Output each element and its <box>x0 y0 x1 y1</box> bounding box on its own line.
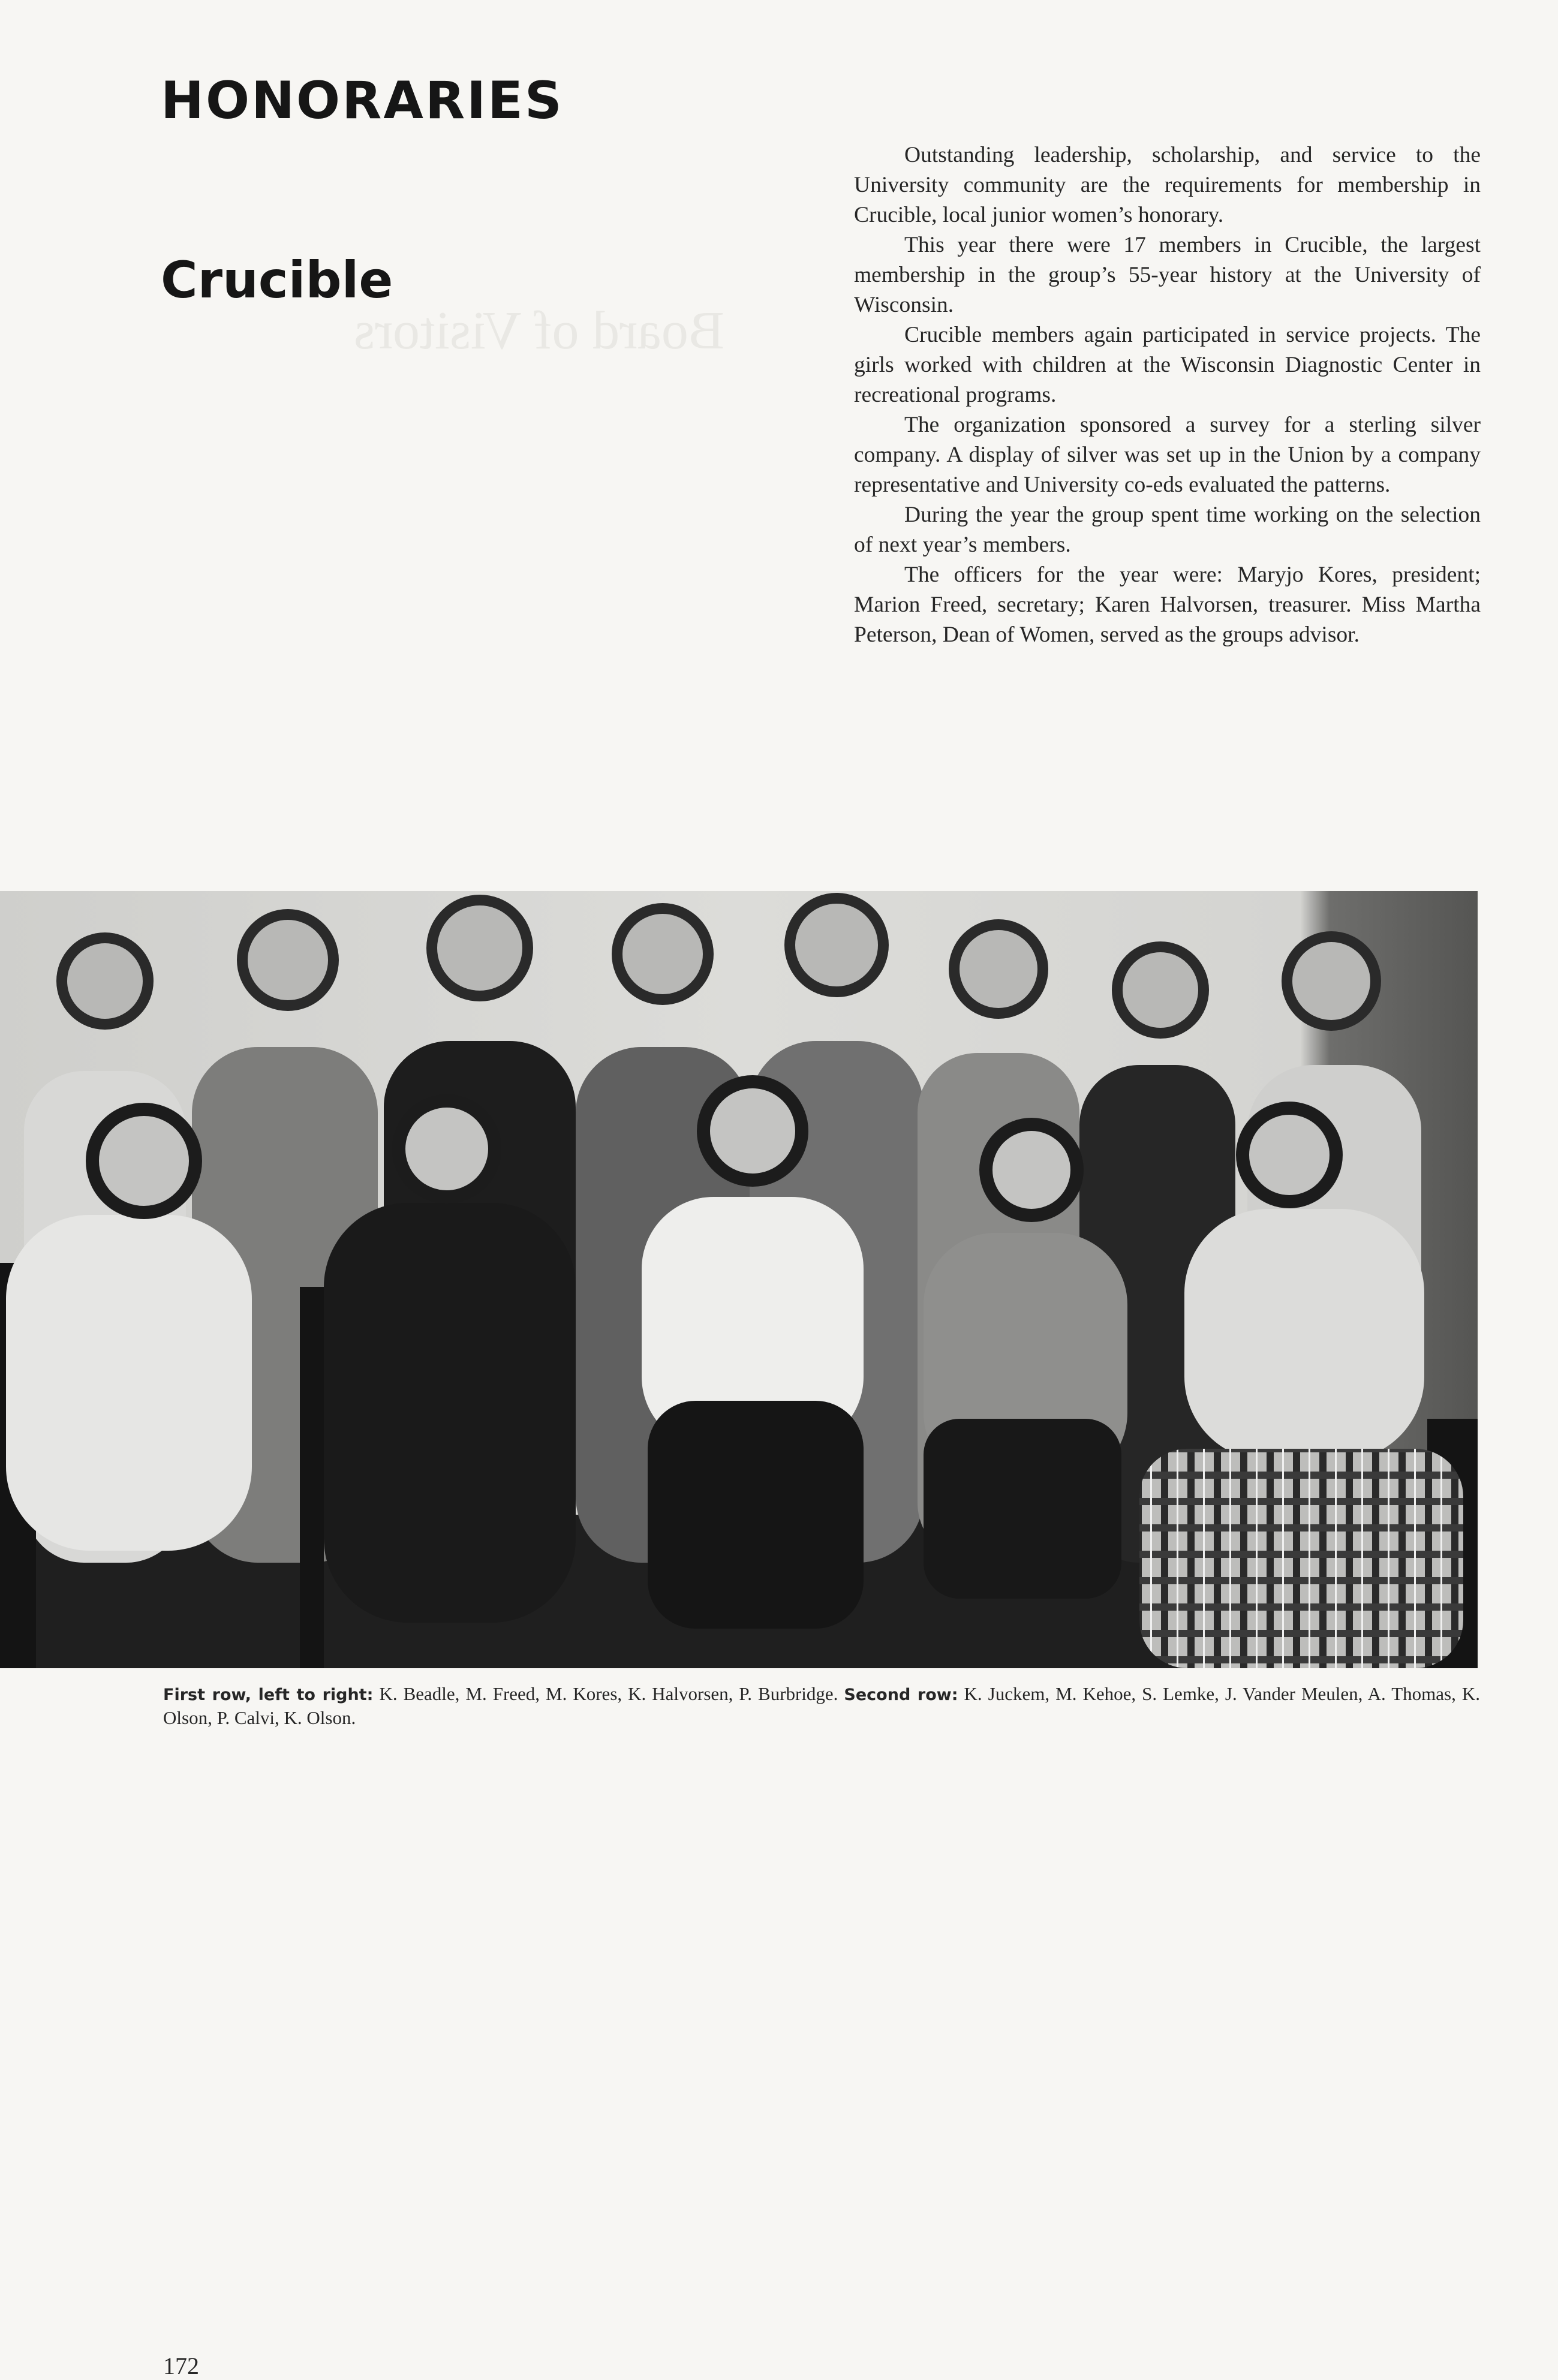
photo-caption <box>163 1683 1480 1729</box>
second-row-label: Second row: <box>844 1686 958 1704</box>
article-paragraph: Crucible members again participated in service projects. The girls worked with children at the Wisconsin Diagnostic Center in recreational programs. <box>854 323 1481 407</box>
show-through-text: Board of Visitors <box>354 301 724 360</box>
article-paragraph: The organization sponsored a survey for a sterling silver company. A display of silver was set up in the Union by a company representative and University co-eds evaluated the patterns. <box>854 413 1481 497</box>
page-number: 172 <box>163 2352 199 2379</box>
section-title: HONORARIES <box>161 71 564 131</box>
article-paragraph: This year there were 17 members in Crucible, the largest membership in the group’s 55-year history at the University of Wisconsin. <box>854 233 1481 317</box>
article-paragraph: During the year the group spent time working on the selection of next year’s members. <box>854 503 1481 557</box>
first-row-label: First row, left to right: <box>163 1686 374 1704</box>
article-body <box>854 140 1481 650</box>
group-photo <box>0 891 1478 1668</box>
subsection-title: Crucible <box>161 251 393 309</box>
article-paragraph: Outstanding leadership, scholarship, and service to the University community are the requirements for membership in Crucible, local junior women’s honorary. <box>854 143 1481 227</box>
first-row-names: K. Beadle, M. Freed, M. Kores, K. Halvorsen, P. Burbridge. <box>379 1683 838 1704</box>
second-row-names: K. Juckem, M. Kehoe, S. Lemke, J. Vander Meulen, A. Thomas, K. Olson, P. Calvi, K. Olson. <box>163 1683 1481 1728</box>
article-paragraph: The officers for the year were: Maryjo Kores, president; Marion Freed, secretary; Karen Halvorsen, treasurer. Miss Martha Peterson, Dean of Women, served as the groups advisor. <box>854 562 1481 647</box>
